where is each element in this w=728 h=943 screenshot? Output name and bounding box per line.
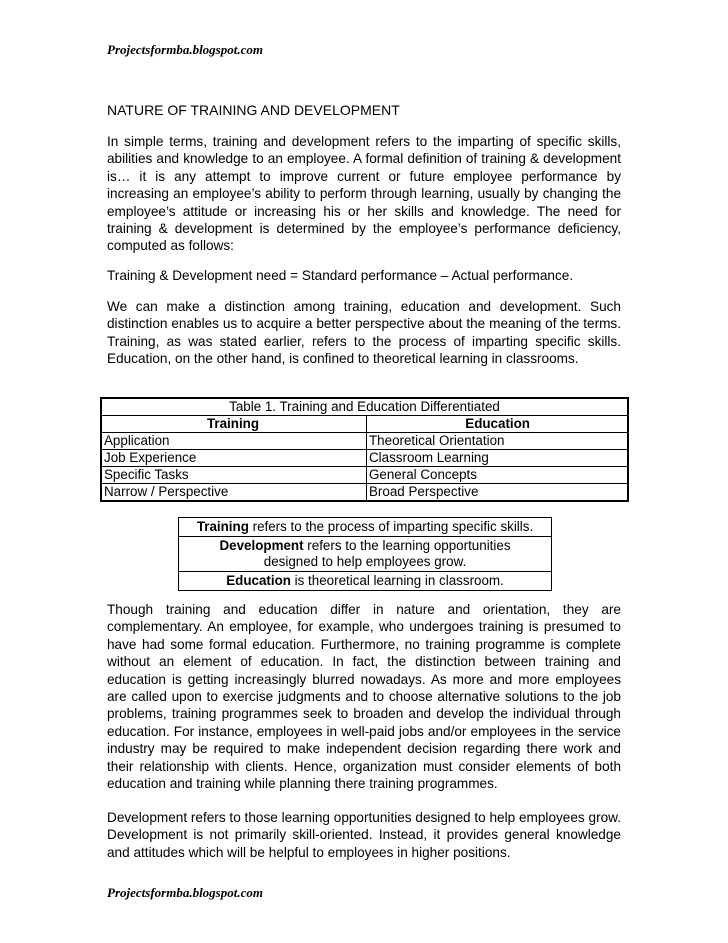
definition-term: Training <box>196 519 249 534</box>
page-header: Projectsformba.blogspot.com <box>107 42 263 57</box>
table-row <box>101 484 628 502</box>
section-title: NATURE OF TRAINING AND DEVELOPMENT <box>107 102 400 118</box>
page-footer: Projectsformba.blogspot.com <box>107 885 263 900</box>
definition-term: Development <box>219 538 304 553</box>
definition-text: refers to the process of imparting specific skills. <box>248 519 534 534</box>
development-paragraph: Development refers to those learning opportunities designed to help employees grow. Development is not primarily skill-oriented. Instead, it provides general knowledge and attitudes which will be helpful to employees in higher positions. <box>107 810 621 860</box>
definition-row <box>179 572 552 591</box>
table-row <box>101 450 628 467</box>
table-header-training: Training <box>101 416 367 433</box>
table-cell: Classroom Learning <box>367 450 629 467</box>
intro-paragraph: In simple terms, training and development refers to the imparting of specific skills, abilities and knowledge to an employee. A formal definition of training & development is… it is any attempt to improve current or future employee performance by increasing an employee’s ability to perform through learning, usually by changing the employee’s attitude or increasing his or her skills and knowledge. The need for training & development is determined by the employee’s performance deficiency, computed as follows: <box>107 134 621 254</box>
table-cell: Narrow / Perspective <box>101 484 367 502</box>
definitions-table <box>178 517 552 591</box>
table-cell: Broad Perspective <box>367 484 629 502</box>
table-cell: Theoretical Orientation <box>367 433 629 450</box>
definition-text: is theoretical learning in classroom. <box>290 573 504 588</box>
table-cell: Application <box>101 433 367 450</box>
table-row <box>101 467 628 484</box>
definition-row <box>179 537 552 572</box>
training-education-table <box>100 397 629 502</box>
definition-text: refers to the learning opportunities designed to help employees grow. <box>263 538 511 569</box>
distinction-paragraph: We can make a distinction among training, education and development. Such distinction enables us to acquire a better perspective about the meaning of the terms. Training, as was stated earlier, refers to the process of imparting specific skills. Education, on the other hand, is confined to theoretical learning in classrooms. <box>107 299 621 367</box>
table-header-education: Education <box>367 416 629 433</box>
formula-paragraph: Training & Development need = Standard performance – Actual performance. <box>107 268 574 283</box>
table-cell: Specific Tasks <box>101 467 367 484</box>
definition-cell <box>179 537 552 572</box>
table-cell: General Concepts <box>367 467 629 484</box>
definition-row <box>179 518 552 537</box>
table-cell: Job Experience <box>101 450 367 467</box>
definition-cell <box>179 572 552 591</box>
table-row <box>101 433 628 450</box>
definition-cell <box>179 518 552 537</box>
definition-term: Education <box>226 573 291 588</box>
table-caption: Table 1. Training and Education Differentiated <box>101 398 628 416</box>
complementary-paragraph: Though training and education differ in nature and orientation, they are complementary. An employee, for example, who undergoes training is presumed to have had some formal education. Furthermore, no training programme is complete without an element of education. In fact, the distinction between training and education is getting increasingly blurred nowadays. As more and more employees are called upon to exercise judgments and to choose alternative solutions to the job problems, training programmes seek to broaden and develop the individual through education. For instance, employees in well-paid jobs and/or employees in the service industry may be required to make independent decision regarding there work and their relationship with clients. Hence, organization must consider elements of both education and training while planning there training programmes. <box>107 602 621 792</box>
